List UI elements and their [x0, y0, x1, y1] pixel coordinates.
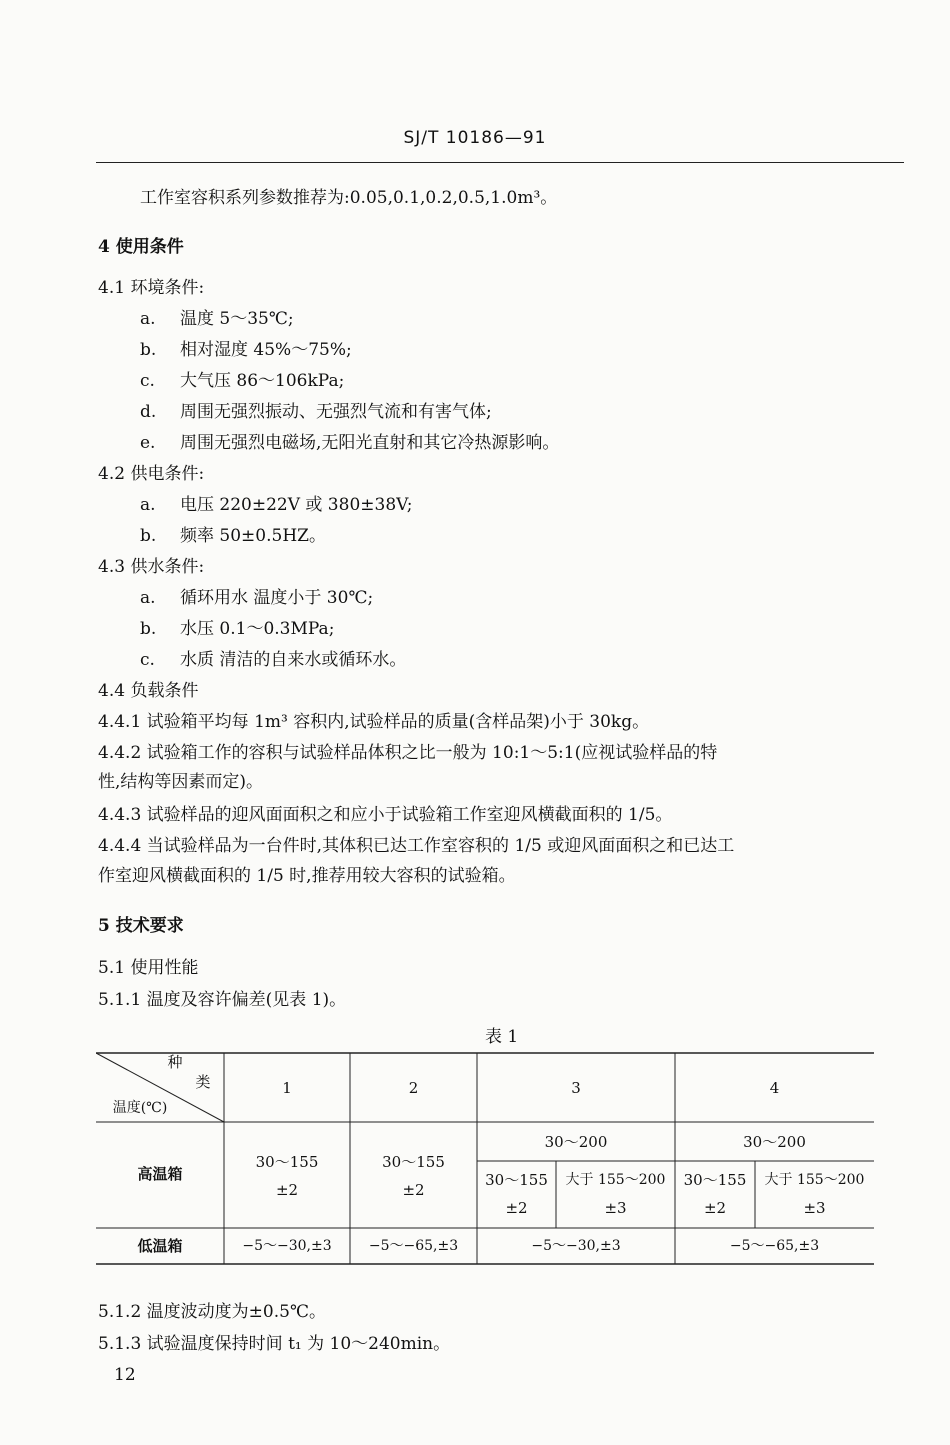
cell-high-4b-tolerance: ±3	[803, 1199, 826, 1217]
header-rule	[96, 162, 904, 163]
column-header-4: 4	[769, 1079, 780, 1097]
list-marker: a.	[140, 495, 156, 515]
cell-high-3a-range: 30～155	[485, 1171, 548, 1189]
document-code-header: SJ/T 10186—91	[403, 128, 547, 148]
cell-high-3b-range: 大于 155～200	[565, 1172, 666, 1188]
paragraph-4-4-3: 4.4.3 试验样品的迎风面面积之和应小于试验箱工作室迎风横截面积的 1/5。	[98, 805, 673, 825]
paragraph-4-4-2-line2: 性,结构等因素而定)。	[98, 772, 264, 792]
cell-low-3: −5～−30,±3	[531, 1238, 621, 1254]
list-marker: c.	[140, 650, 155, 670]
temperature-table	[96, 1052, 874, 1267]
cell-high-4a-tolerance: ±2	[703, 1199, 727, 1217]
list-item: 周围无强烈振动、无强烈气流和有害气体;	[180, 402, 492, 422]
section-5-1-title: 5.1 使用性能	[98, 958, 199, 978]
cell-high-3a-tolerance: ±2	[505, 1199, 528, 1217]
table-caption: 表 1	[485, 1027, 519, 1047]
column-header-1: 1	[282, 1079, 292, 1097]
row-header-low-temp: 低温箱	[137, 1237, 183, 1255]
paragraph-4-4-2-line1: 4.4.2 试验箱工作的容积与试验样品体积之比一般为 10:1～5:1(应视试验样品的特	[98, 743, 718, 763]
list-item: 循环用水 温度小于 30℃;	[180, 588, 374, 608]
page-number: 12	[114, 1365, 136, 1385]
corner-label-type-a: 种	[167, 1053, 183, 1071]
section-4-2-title: 4.2 供电条件:	[98, 464, 205, 484]
intro-paragraph: 工作室容积系列参数推荐为:0.05,0.1,0.2,0.5,1.0m³。	[140, 188, 558, 208]
list-marker: d.	[140, 402, 157, 422]
column-header-3: 3	[571, 1079, 581, 1097]
cell-high-4-header: 30～200	[743, 1133, 806, 1151]
cell-high-3-header: 30～200	[544, 1133, 608, 1151]
cell-low-2: −5～−65,±3	[368, 1238, 459, 1254]
list-marker: a.	[140, 588, 156, 608]
paragraph-5-1-3: 5.1.3 试验温度保持时间 t₁ 为 10～240min。	[98, 1334, 451, 1354]
paragraph-5-1-2: 5.1.2 温度波动度为±0.5℃。	[98, 1302, 326, 1322]
column-header-2: 2	[408, 1079, 419, 1097]
cell-low-1: −5～−30,±3	[242, 1238, 332, 1254]
cell-high-1-range: 30～155	[255, 1153, 319, 1171]
corner-label-temperature: 温度(℃)	[112, 1100, 168, 1116]
section-5-title: 5 技术要求	[98, 916, 184, 936]
list-marker: b.	[140, 619, 157, 639]
paragraph-4-4-4-line1: 4.4.4 当试验样品为一台件时,其体积已达工作室容积的 1/5 或迎风面面积之和已达工	[98, 836, 735, 856]
list-marker: e.	[140, 433, 156, 453]
cell-high-2-range: 30～155	[382, 1153, 445, 1171]
paragraph-4-4-1: 4.4.1 试验箱平均每 1m³ 容积内,试验样品的质量(含样品架)小于 30kg。	[98, 712, 650, 732]
list-item: 水压 0.1～0.3MPa;	[180, 619, 335, 639]
list-item: 电压 220±22V 或 380±38V;	[180, 495, 413, 515]
section-4-1-title: 4.1 环境条件:	[98, 278, 205, 298]
section-4-title: 4 使用条件	[98, 237, 184, 257]
list-marker: a.	[140, 309, 156, 329]
cell-high-1-tolerance: ±2	[275, 1181, 299, 1199]
section-4-4-title: 4.4 负载条件	[98, 681, 199, 701]
cell-high-2-tolerance: ±2	[402, 1181, 425, 1199]
section-4-3-title: 4.3 供水条件:	[98, 557, 205, 577]
list-item: 频率 50±0.5HZ。	[180, 526, 326, 546]
cell-high-4b-range: 大于 155～200	[764, 1172, 865, 1188]
cell-low-4: −5～−65,±3	[729, 1238, 820, 1254]
list-marker: b.	[140, 340, 157, 360]
section-5-1-1-title: 5.1.1 温度及容许偏差(见表 1)。	[98, 990, 347, 1010]
list-marker: b.	[140, 526, 157, 546]
cell-high-3b-tolerance: ±3	[604, 1199, 627, 1217]
list-marker: c.	[140, 371, 155, 391]
list-item: 相对湿度 45%～75%;	[180, 340, 352, 360]
corner-label-type-b: 类	[195, 1073, 211, 1091]
cell-high-4a-range: 30～155	[683, 1171, 747, 1189]
list-item: 大气压 86～106kPa;	[180, 371, 345, 391]
list-item: 温度 5～35℃;	[180, 309, 294, 329]
list-item: 水质 清洁的自来水或循环水。	[180, 650, 407, 670]
list-item: 周围无强烈电磁场,无阳光直射和其它冷热源影响。	[180, 433, 560, 453]
paragraph-4-4-4-line2: 作室迎风横截面积的 1/5 时,推荐用较大容积的试验箱。	[98, 866, 516, 886]
row-header-high-temp: 高温箱	[137, 1165, 183, 1183]
